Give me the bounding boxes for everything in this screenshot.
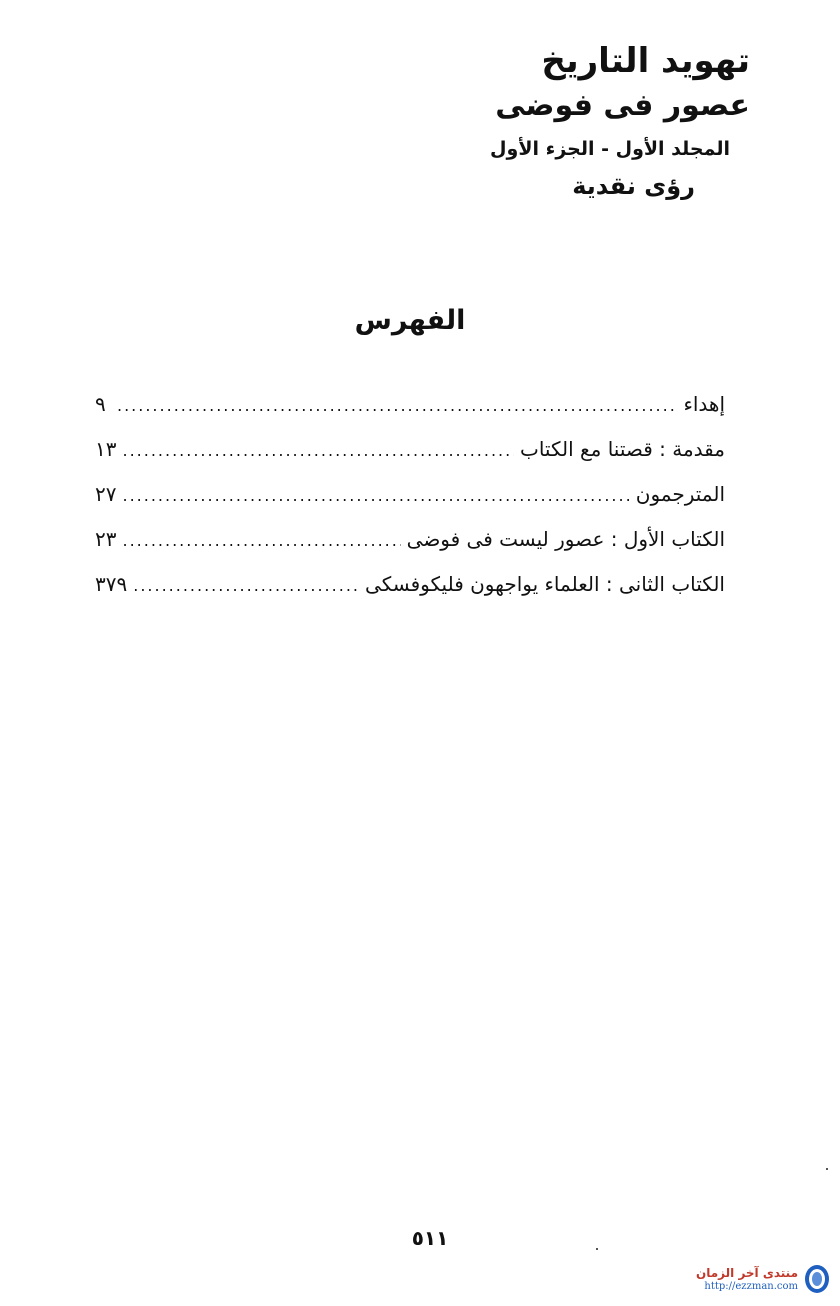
- dot-leader: [133, 576, 359, 595]
- toc-entry-dedication: [95, 392, 725, 437]
- forum-watermark[interactable]: [696, 1264, 830, 1294]
- dot-leader: [122, 531, 400, 550]
- watermark-name: منتدى آخر الزمان: [696, 1265, 798, 1280]
- dot-leader: [117, 396, 677, 415]
- watermark-text: [696, 1266, 798, 1293]
- series-label: رؤى نقدية: [572, 172, 695, 200]
- toc-entry-page: ٩: [95, 392, 106, 416]
- dot-leader: [122, 486, 629, 505]
- toc-entry-title: الكتاب الثانى : العلماء يواجهون فليكوفسكى: [365, 572, 725, 596]
- toc-entry-page: ٢٧: [95, 482, 117, 506]
- book-subtitle: عصور فى فوضى: [495, 88, 750, 123]
- page-number: ٥١١: [411, 1226, 449, 1250]
- toc-entry-page: ٣٧٩: [95, 572, 128, 596]
- toc-entry-title: مقدمة : قصتنا مع الكتاب: [519, 437, 725, 461]
- toc-entry-page: ٢٣: [95, 527, 117, 551]
- toc-entry-page: ١٣: [95, 437, 117, 461]
- toc-entry-translators: [95, 482, 725, 527]
- book-title: تهويد التاريخ: [541, 41, 750, 81]
- watermark-url[interactable]: http://ezzman.com: [704, 1280, 798, 1292]
- toc-entry-title: إهداء: [683, 392, 725, 416]
- table-of-contents: [95, 392, 725, 617]
- toc-entry-book-two: [95, 572, 725, 617]
- toc-heading: الفهرس: [354, 305, 466, 336]
- dot-leader: [122, 441, 514, 460]
- toc-entry-introduction: [95, 437, 725, 482]
- scan-speck: [596, 1248, 598, 1250]
- forum-logo-icon: [804, 1264, 830, 1294]
- toc-entry-book-one: [95, 527, 725, 572]
- scan-speck: [826, 1168, 828, 1170]
- toc-entry-title: الكتاب الأول : عصور ليست فى فوضى: [406, 527, 725, 551]
- book-header: [230, 38, 750, 204]
- toc-entry-title: المترجمون: [635, 482, 725, 506]
- volume-label: المجلد الأول - الجزء الأول: [490, 138, 730, 160]
